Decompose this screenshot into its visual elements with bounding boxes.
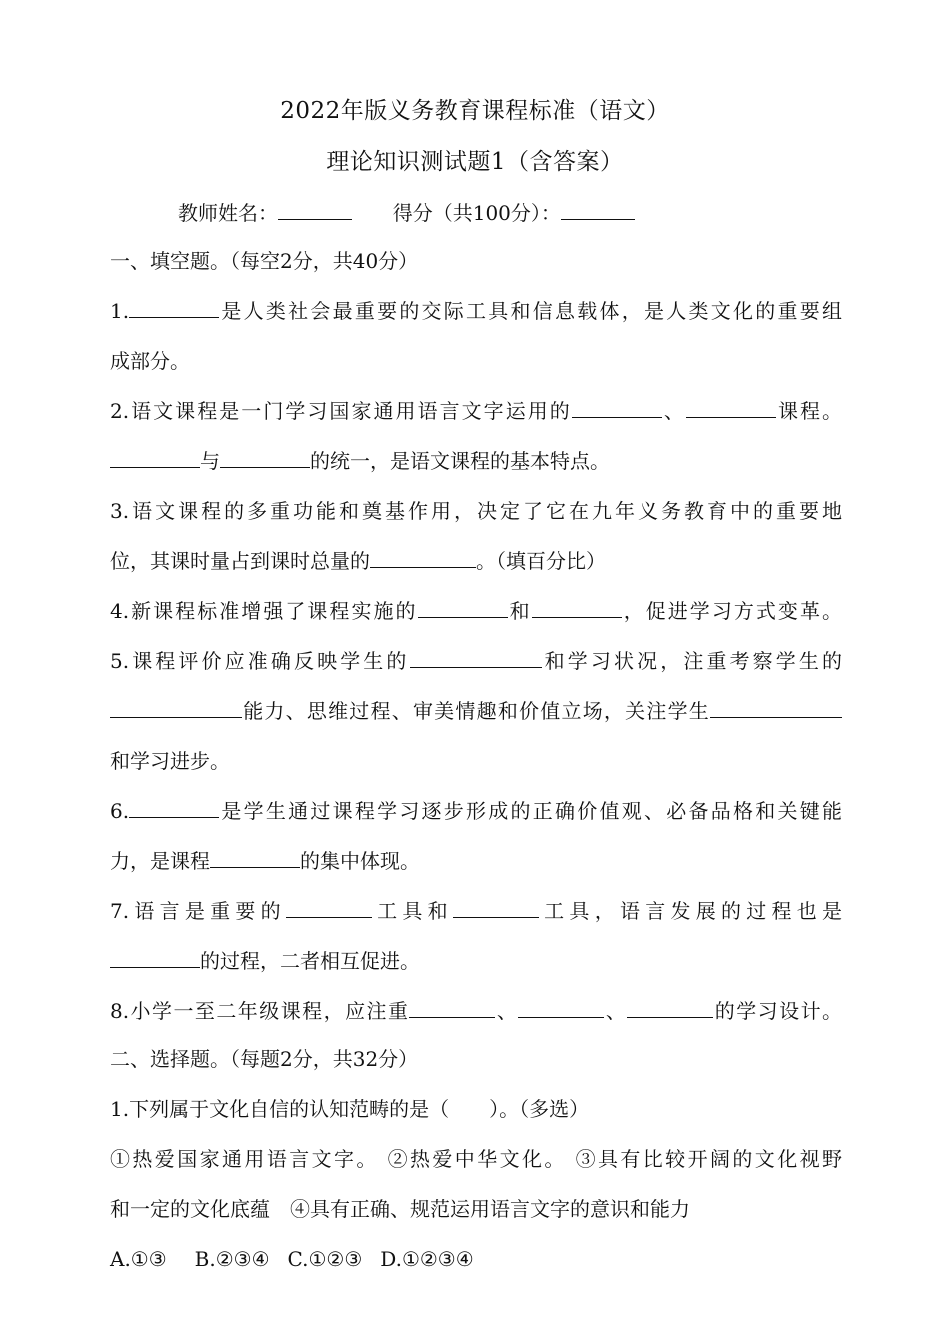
q5-text-b: 和学习状况，注重考察学生的 (541, 649, 842, 673)
fill-q6-line1 (110, 796, 842, 826)
fill-q7-line2 (110, 946, 842, 976)
teacher-name-label: 教师姓名： (178, 201, 278, 225)
q3-blank-1[interactable] (370, 547, 476, 568)
fill-q1-line1 (110, 296, 842, 326)
q8-text-d: 的学习设计。 (713, 999, 843, 1023)
score-blank[interactable] (561, 199, 635, 220)
q4-blank-2[interactable] (532, 597, 622, 618)
option-a[interactable]: A.①③ (110, 1247, 167, 1271)
q2-blank-4[interactable] (220, 447, 310, 468)
fill-q7-line1 (110, 896, 842, 926)
q6-text-c: 力，是课程 (110, 849, 210, 873)
option-d[interactable]: D.①②③④ (380, 1247, 474, 1271)
q2-text-a: 2.语文课程是一门学习国家通用语言文字运用的 (110, 399, 572, 423)
q5-blank-1[interactable] (410, 647, 542, 668)
q1-number: 1. (110, 299, 130, 323)
q4-text-b: 和 (507, 599, 532, 623)
q8-text-b: 、 (495, 999, 519, 1023)
fill-q4 (110, 596, 842, 626)
q8-blank-1[interactable] (409, 997, 495, 1018)
q1-text: 是人类社会最重要的交际工具和信息载体，是人类文化的重要组 (219, 299, 842, 323)
q7-text-a: 7.语言是重要的 (110, 899, 286, 923)
fill-q6-line2 (110, 846, 842, 876)
q2-blank-2[interactable] (686, 397, 776, 418)
q7-blank-3[interactable] (110, 947, 200, 968)
q5-blank-2[interactable] (110, 697, 242, 718)
q2-text-b: 、 (661, 399, 686, 423)
q2-text-e: 的统一，是语文课程的基本特点。 (310, 449, 610, 473)
choice-q1-items-line2: 和一定的文化底蕴 ④具有正确、规范运用语言文字的意识和能力 (110, 1197, 690, 1221)
option-b[interactable]: B.②③④ (194, 1247, 270, 1271)
fill-q5-line2 (110, 696, 842, 726)
q8-blank-3[interactable] (627, 997, 713, 1018)
q8-text-c: 、 (604, 999, 628, 1023)
q6-blank-1[interactable] (129, 797, 219, 818)
choice-q1-options (110, 1244, 842, 1274)
q4-text-c: ，促进学习方式变革。 (621, 599, 843, 623)
score-label: 得分（共100分）： (392, 201, 561, 225)
q6-text-b: 是学生通过课程学习逐步形成的正确价值观、必备品格和关键能 (219, 799, 842, 823)
section1-heading: 一、填空题。（每空2分，共40分） (110, 249, 419, 273)
q5-text-c: 能力、思维过程、审美情趣和价值立场，关注学生 (242, 699, 710, 723)
q6-text-d: 的集中体现。 (300, 849, 420, 873)
q5-blank-3[interactable] (710, 697, 842, 718)
q2-text-c: 课程。 (775, 399, 843, 423)
q3-text-c: 。（填百分比） (476, 549, 606, 573)
fill-q2-line1 (110, 396, 842, 426)
fill-q1-line2: 成部分。 (110, 349, 190, 373)
q5-text-a: 5.课程评价应准确反映学生的 (110, 649, 410, 673)
q8-blank-2[interactable] (518, 997, 604, 1018)
q2-blank-3[interactable] (110, 447, 200, 468)
q3-text-b: 位，其课时量占到课时总量的 (110, 549, 370, 573)
q6-blank-2[interactable] (210, 847, 300, 868)
q7-blank-2[interactable] (453, 897, 539, 918)
q7-text-d: 的过程，二者相互促进。 (200, 949, 420, 973)
choice-q1-items-line1: ①热爱国家通用语言文字。 ②热爱中华文化。 ③具有比较开阔的文化视野 (110, 1147, 842, 1171)
q1-blank-1[interactable] (129, 297, 219, 318)
header-fields (178, 198, 698, 228)
q6-number: 6. (110, 799, 130, 823)
fill-q3-line1: 3.语文课程的多重功能和奠基作用，决定了它在九年义务教育中的重要地 (110, 499, 842, 523)
q2-text-d: 与 (200, 449, 220, 473)
fill-q5-line3: 和学习进步。 (110, 749, 230, 773)
choice-q1-stem: 1.下列属于文化自信的认知范畴的是（ ）。（多选） (110, 1097, 590, 1121)
q2-blank-1[interactable] (572, 397, 662, 418)
fill-q3-line2 (110, 546, 842, 576)
q4-blank-1[interactable] (418, 597, 508, 618)
q7-text-c: 工具，语言发展的过程也是 (538, 899, 843, 923)
fill-q5-line1 (110, 646, 842, 676)
q7-text-b: 工具和 (371, 899, 453, 923)
q7-blank-1[interactable] (286, 897, 372, 918)
fill-q2-line2 (110, 446, 842, 476)
exam-title-line1: 2022年版义务教育课程标准（语文） (280, 98, 670, 124)
teacher-name-blank[interactable] (278, 199, 352, 220)
q8-text-a: 8.小学一至二年级课程，应注重 (110, 999, 410, 1023)
option-c[interactable]: C.①②③ (287, 1247, 363, 1271)
exam-title-line2: 理论知识测试题1（含答案） (326, 149, 624, 175)
fill-q8 (110, 996, 842, 1026)
section2-heading: 二、选择题。（每题2分，共32分） (110, 1047, 419, 1071)
q4-text-a: 4.新课程标准增强了课程实施的 (110, 599, 418, 623)
